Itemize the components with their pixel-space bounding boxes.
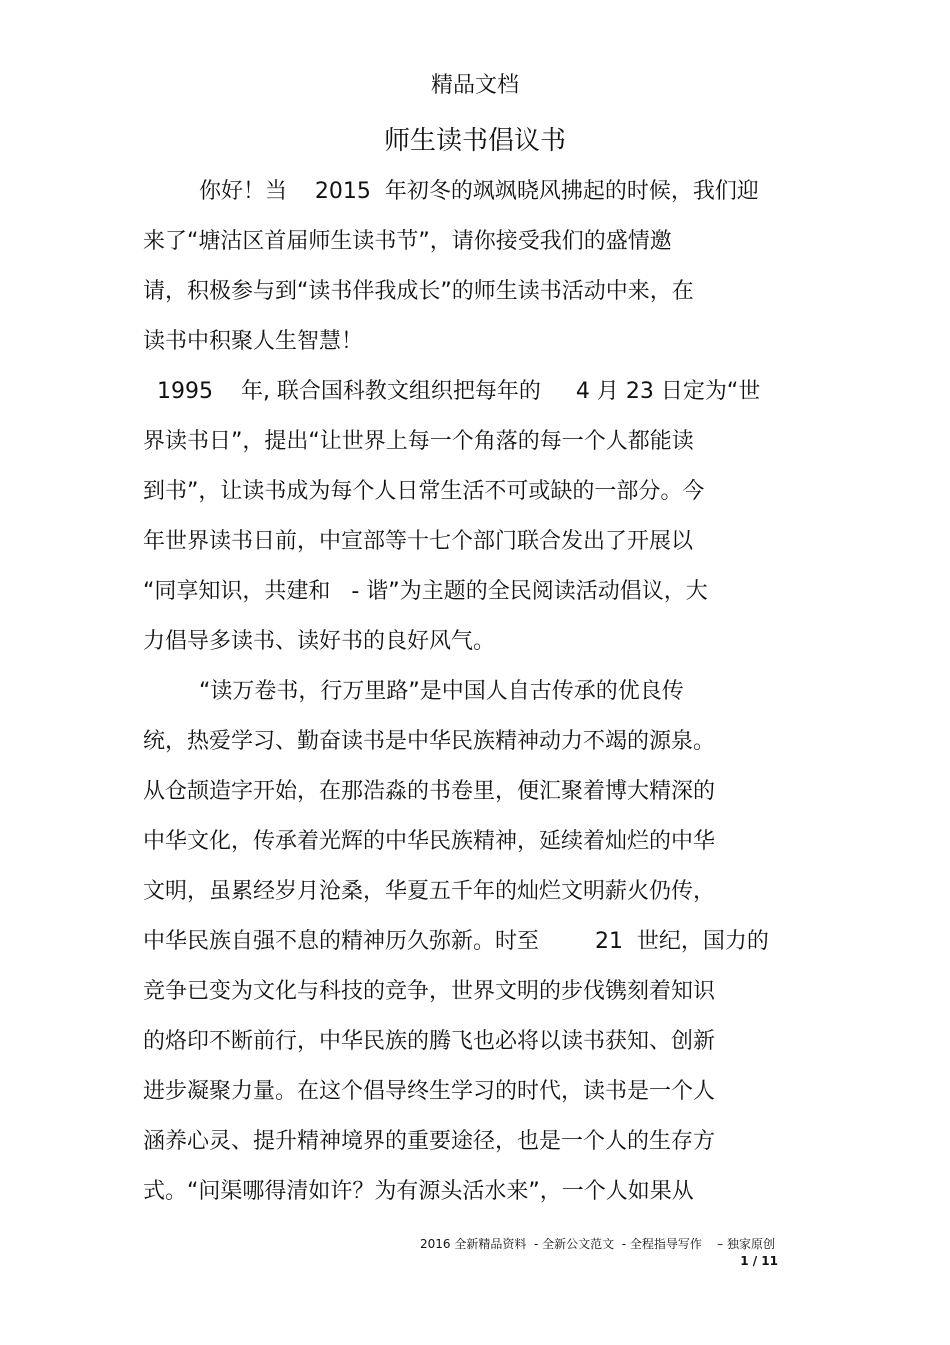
body-line: 涵养心灵、提升精神境界的重要途径，也是一个人的生存方 xyxy=(143,1129,716,1154)
body-line: 中华文化，传承着光辉的中华民族精神，延续着灿烂的中华 xyxy=(143,829,716,854)
document-title: 师生读书倡议书 xyxy=(383,126,566,156)
body-line: 请，积极参与到“读书伴我成长”的师生读书活动中来，在 xyxy=(143,279,694,304)
body-line: 竞争已变为文化与科技的竞争，世界文明的步伐镌刻着知识 xyxy=(143,979,716,1004)
body-line: 中华民族自强不息的精神历久弥新。时至 21 世纪，国力的 xyxy=(143,929,769,954)
body-line: 力倡导多读书、读好书的良好风气。 xyxy=(143,629,496,654)
body-line: 界读书日”，提出“让世界上每一个角落的每一个人都能读 xyxy=(143,429,694,454)
body-line: 统，热爱学习、勤奋读书是中华民族精神动力不竭的源泉。 xyxy=(143,729,716,754)
body-line: “同享知识，共建和 - 谐”为主题的全民阅读活动倡议，大 xyxy=(143,579,708,604)
body-line: 式。“问渠哪得清如许？为有源头活水来”，一个人如果从 xyxy=(143,1179,694,1204)
body-line: “读万卷书，行万里路”是中国人自古传承的优良传 xyxy=(143,679,684,704)
body-line: 读书中积聚人生智慧！ xyxy=(143,329,364,354)
body-line: 到书”，让读书成为每个人日常生活不可或缺的一部分。今 xyxy=(143,479,705,504)
body-line: 文明，虽累经岁月沧桑，华夏五千年的灿烂文明薪火仍传， xyxy=(143,879,716,904)
body-line: 进步凝聚力量。在这个倡导终生学习的时代，读书是一个人 xyxy=(143,1079,716,1104)
body-line: 来了“塘沽区首届师生读书节”，请你接受我们的盛情邀 xyxy=(143,229,672,254)
body-line: 从仓颉造字开始，在那浩淼的书卷里，便汇聚着博大精深的 xyxy=(143,779,716,804)
page-footer: 2016 全新精品资料 - 全新公文范文 - 全程指导写作 – 独家原创 xyxy=(420,1237,775,1251)
body-line: 年世界读书日前，中宣部等十七个部门联合发出了开展以 xyxy=(143,529,694,554)
page-header: 精品文档 xyxy=(430,73,519,98)
body-line: 1995 年, 联合国科教文组织把每年的 4 月 23 日定为“世 xyxy=(143,379,761,404)
body-line: 你好！当 2015 年初冬的飒飒晓风拂起的时候，我们迎 xyxy=(143,179,759,204)
page-number: 1 / 11 xyxy=(740,1254,778,1268)
body-line: 的烙印不断前行，中华民族的腾飞也必将以读书获知、创新 xyxy=(143,1029,716,1054)
